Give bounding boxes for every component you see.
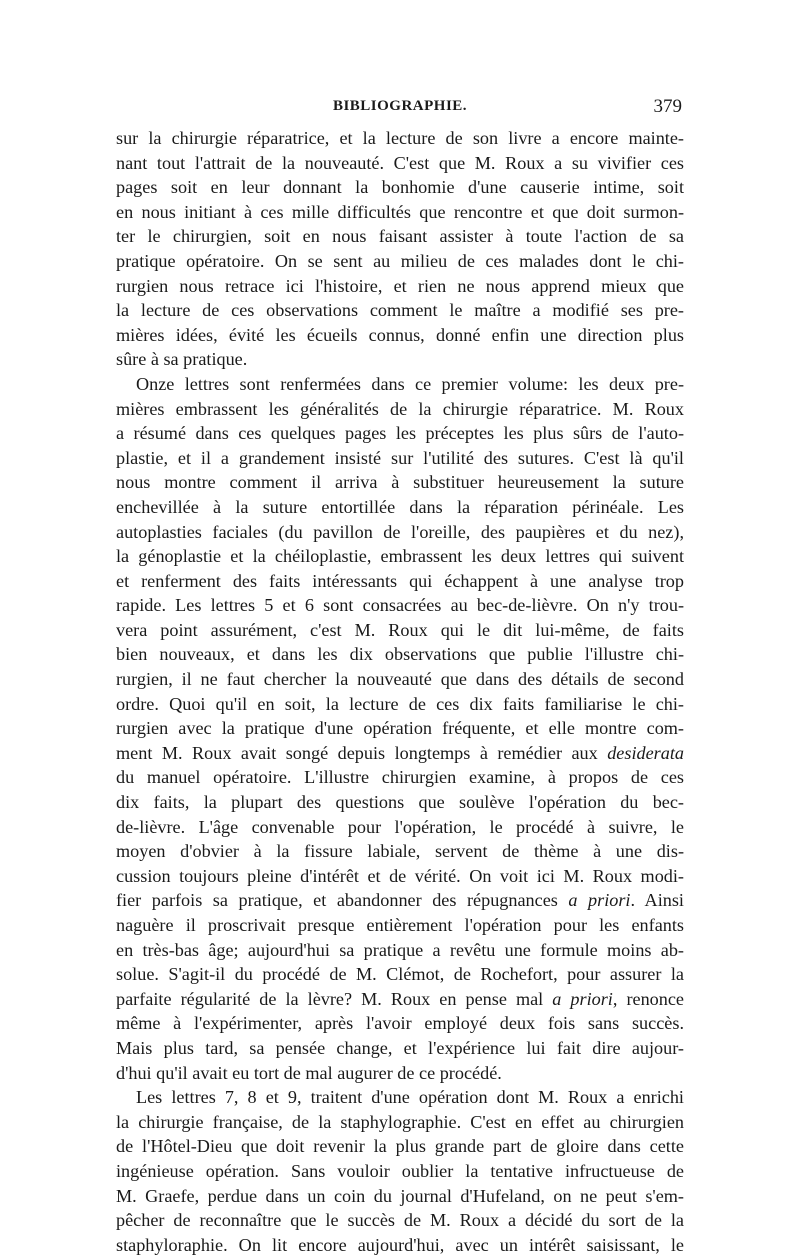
text-line: staphyloraphie. On lit encore aujourd'hui, avec un intérêt saisissant, le xyxy=(116,1234,684,1255)
text-line: vera point assurément, c'est M. Roux qui le dit lui-même, de faits xyxy=(116,619,684,640)
text-line: rapide. Les lettres 5 et 6 sont consacrées au bec-de-lièvre. On n'y trou- xyxy=(116,595,684,616)
text-line: mières idées, évité les écueils connus, donné enfin une direction plus xyxy=(116,324,684,345)
text-line: rurgien, il ne faut chercher la nouveauté que dans des détails de second xyxy=(116,669,684,690)
text-line: ment M. Roux avait songé depuis longtemps à remédier aux desiderata xyxy=(116,742,684,763)
text-line: nous montre comment il arriva à substituer heureusement la suture xyxy=(116,472,684,493)
text-line: nant tout l'attrait de la nouveauté. C'est que M. Roux a su vivifier ces xyxy=(116,152,684,173)
text-line: naguère il proscrivait presque entièrement l'opération pour les enfants xyxy=(116,915,684,935)
text-line: Onze lettres sont renfermées dans ce premier volume: les deux pre- xyxy=(136,373,684,394)
text-line: rurgien nous retrace ici l'histoire, et rien ne nous apprend mieux que xyxy=(116,275,684,296)
text-line: pages soit en leur donnant la bonhomie d'une causerie intime, soit xyxy=(116,177,684,198)
text-line: la génoplastie et la chéiloplastie, embrassent les deux lettres qui suivent xyxy=(116,546,684,567)
text-line: moyen d'obvier à la fissure labiale, servent de thème à une dis- xyxy=(116,841,684,862)
paragraph xyxy=(116,1085,684,1257)
text-line: a résumé dans ces quelques pages les préceptes les plus sûrs de l'auto- xyxy=(116,423,684,444)
page-number: 379 xyxy=(653,96,682,117)
text-line: enchevillée à la suture entortillée dans la réparation périnéale. Les xyxy=(116,496,684,517)
text-line: d'hui qu'il avait eu tort de mal augurer de ce procédé. xyxy=(116,1062,502,1083)
text-line: autoplasties faciales (du pavillon de l'oreille, des paupières et du nez), xyxy=(116,521,684,542)
text-line: parfaite régularité de la lèvre? M. Roux en pense mal a priori, renonce xyxy=(116,988,684,1009)
paragraph xyxy=(116,372,684,1085)
text-line: cussion toujours pleine d'intérêt et de vérité. On voit ici M. Roux modi- xyxy=(116,865,684,886)
text-line: rurgien avec la pratique d'une opération fréquente, et elle montre com- xyxy=(116,718,684,739)
text-line: bien nouveaux, et dans les dix observations que publie l'illustre chi- xyxy=(116,644,684,665)
text-line: sûre à sa pratique. xyxy=(116,349,248,370)
text-line: mières embrassent les généralités de la chirurgie réparatrice. M. Roux xyxy=(116,398,684,419)
book-page xyxy=(116,96,684,1257)
text-line: sur la chirurgie réparatrice, et la lecture de son livre a encore mainte- xyxy=(116,128,684,148)
text-line: en très-bas âge; aujourd'hui sa pratique a revêtu une formule moins ab- xyxy=(116,939,684,960)
text-line: même à l'expérimenter, après l'avoir employé deux fois sans succès. xyxy=(116,1013,684,1034)
text-line: ingénieuse opération. Sans vouloir oublier la tentative infructueuse de xyxy=(116,1160,684,1181)
text-line: du manuel opératoire. L'illustre chirurgien examine, à propos de ces xyxy=(116,767,684,788)
text-line: dix faits, la plupart des questions que soulève l'opération du bec- xyxy=(116,792,684,813)
text-line: ordre. Quoi qu'il en soit, la lecture de ces dix faits familiarise le chi- xyxy=(116,693,684,714)
text-line: la lecture de ces observations comment le maître a modifié ses pre- xyxy=(116,300,684,321)
text-line: en nous initiant à ces mille difficultés que rencontre et que doit surmon- xyxy=(116,201,684,222)
text-line: M. Graefe, perdue dans un coin du journal d'Hufeland, on ne peut s'em- xyxy=(116,1185,684,1206)
text-line: Les lettres 7, 8 et 9, traitent d'une opération dont M. Roux a enrichi xyxy=(136,1087,684,1108)
text-line: la chirurgie française, de la staphylographie. C'est en effet au chirurgien xyxy=(116,1111,684,1132)
text-line: solue. S'agit-il du procédé de M. Clémot, de Rochefort, pour assurer la xyxy=(116,964,684,985)
paragraph xyxy=(116,126,684,372)
text-line: pêcher de reconnaître que le succès de M. Roux a décidé du sort de la xyxy=(116,1210,684,1231)
text-line: pratique opératoire. On se sent au milieu de ces malades dont le chi- xyxy=(116,250,684,271)
text-line: de-lièvre. L'âge convenable pour l'opération, le procédé à suivre, le xyxy=(116,816,684,837)
text-line: fier parfois sa pratique, et abandonner des répugnances a priori. Ainsi xyxy=(116,890,684,911)
body-text xyxy=(116,126,684,1257)
text-line: Mais plus tard, sa pensée change, et l'expérience lui fait dire aujour- xyxy=(116,1037,684,1058)
text-line: ter le chirurgien, soit en nous faisant assister à toute l'action de sa xyxy=(116,226,684,247)
running-title: BIBLIOGRAPHIE. xyxy=(332,98,468,114)
text-line: plastie, et il a grandement insisté sur l'utilité des sutures. C'est là qu'il xyxy=(116,447,684,468)
text-line: de l'Hôtel-Dieu que doit revenir la plus grande part de gloire dans cette xyxy=(116,1136,684,1157)
running-header xyxy=(116,96,684,120)
text-line: et renferment des faits intéressants qui échappent à une analyse trop xyxy=(116,570,684,591)
